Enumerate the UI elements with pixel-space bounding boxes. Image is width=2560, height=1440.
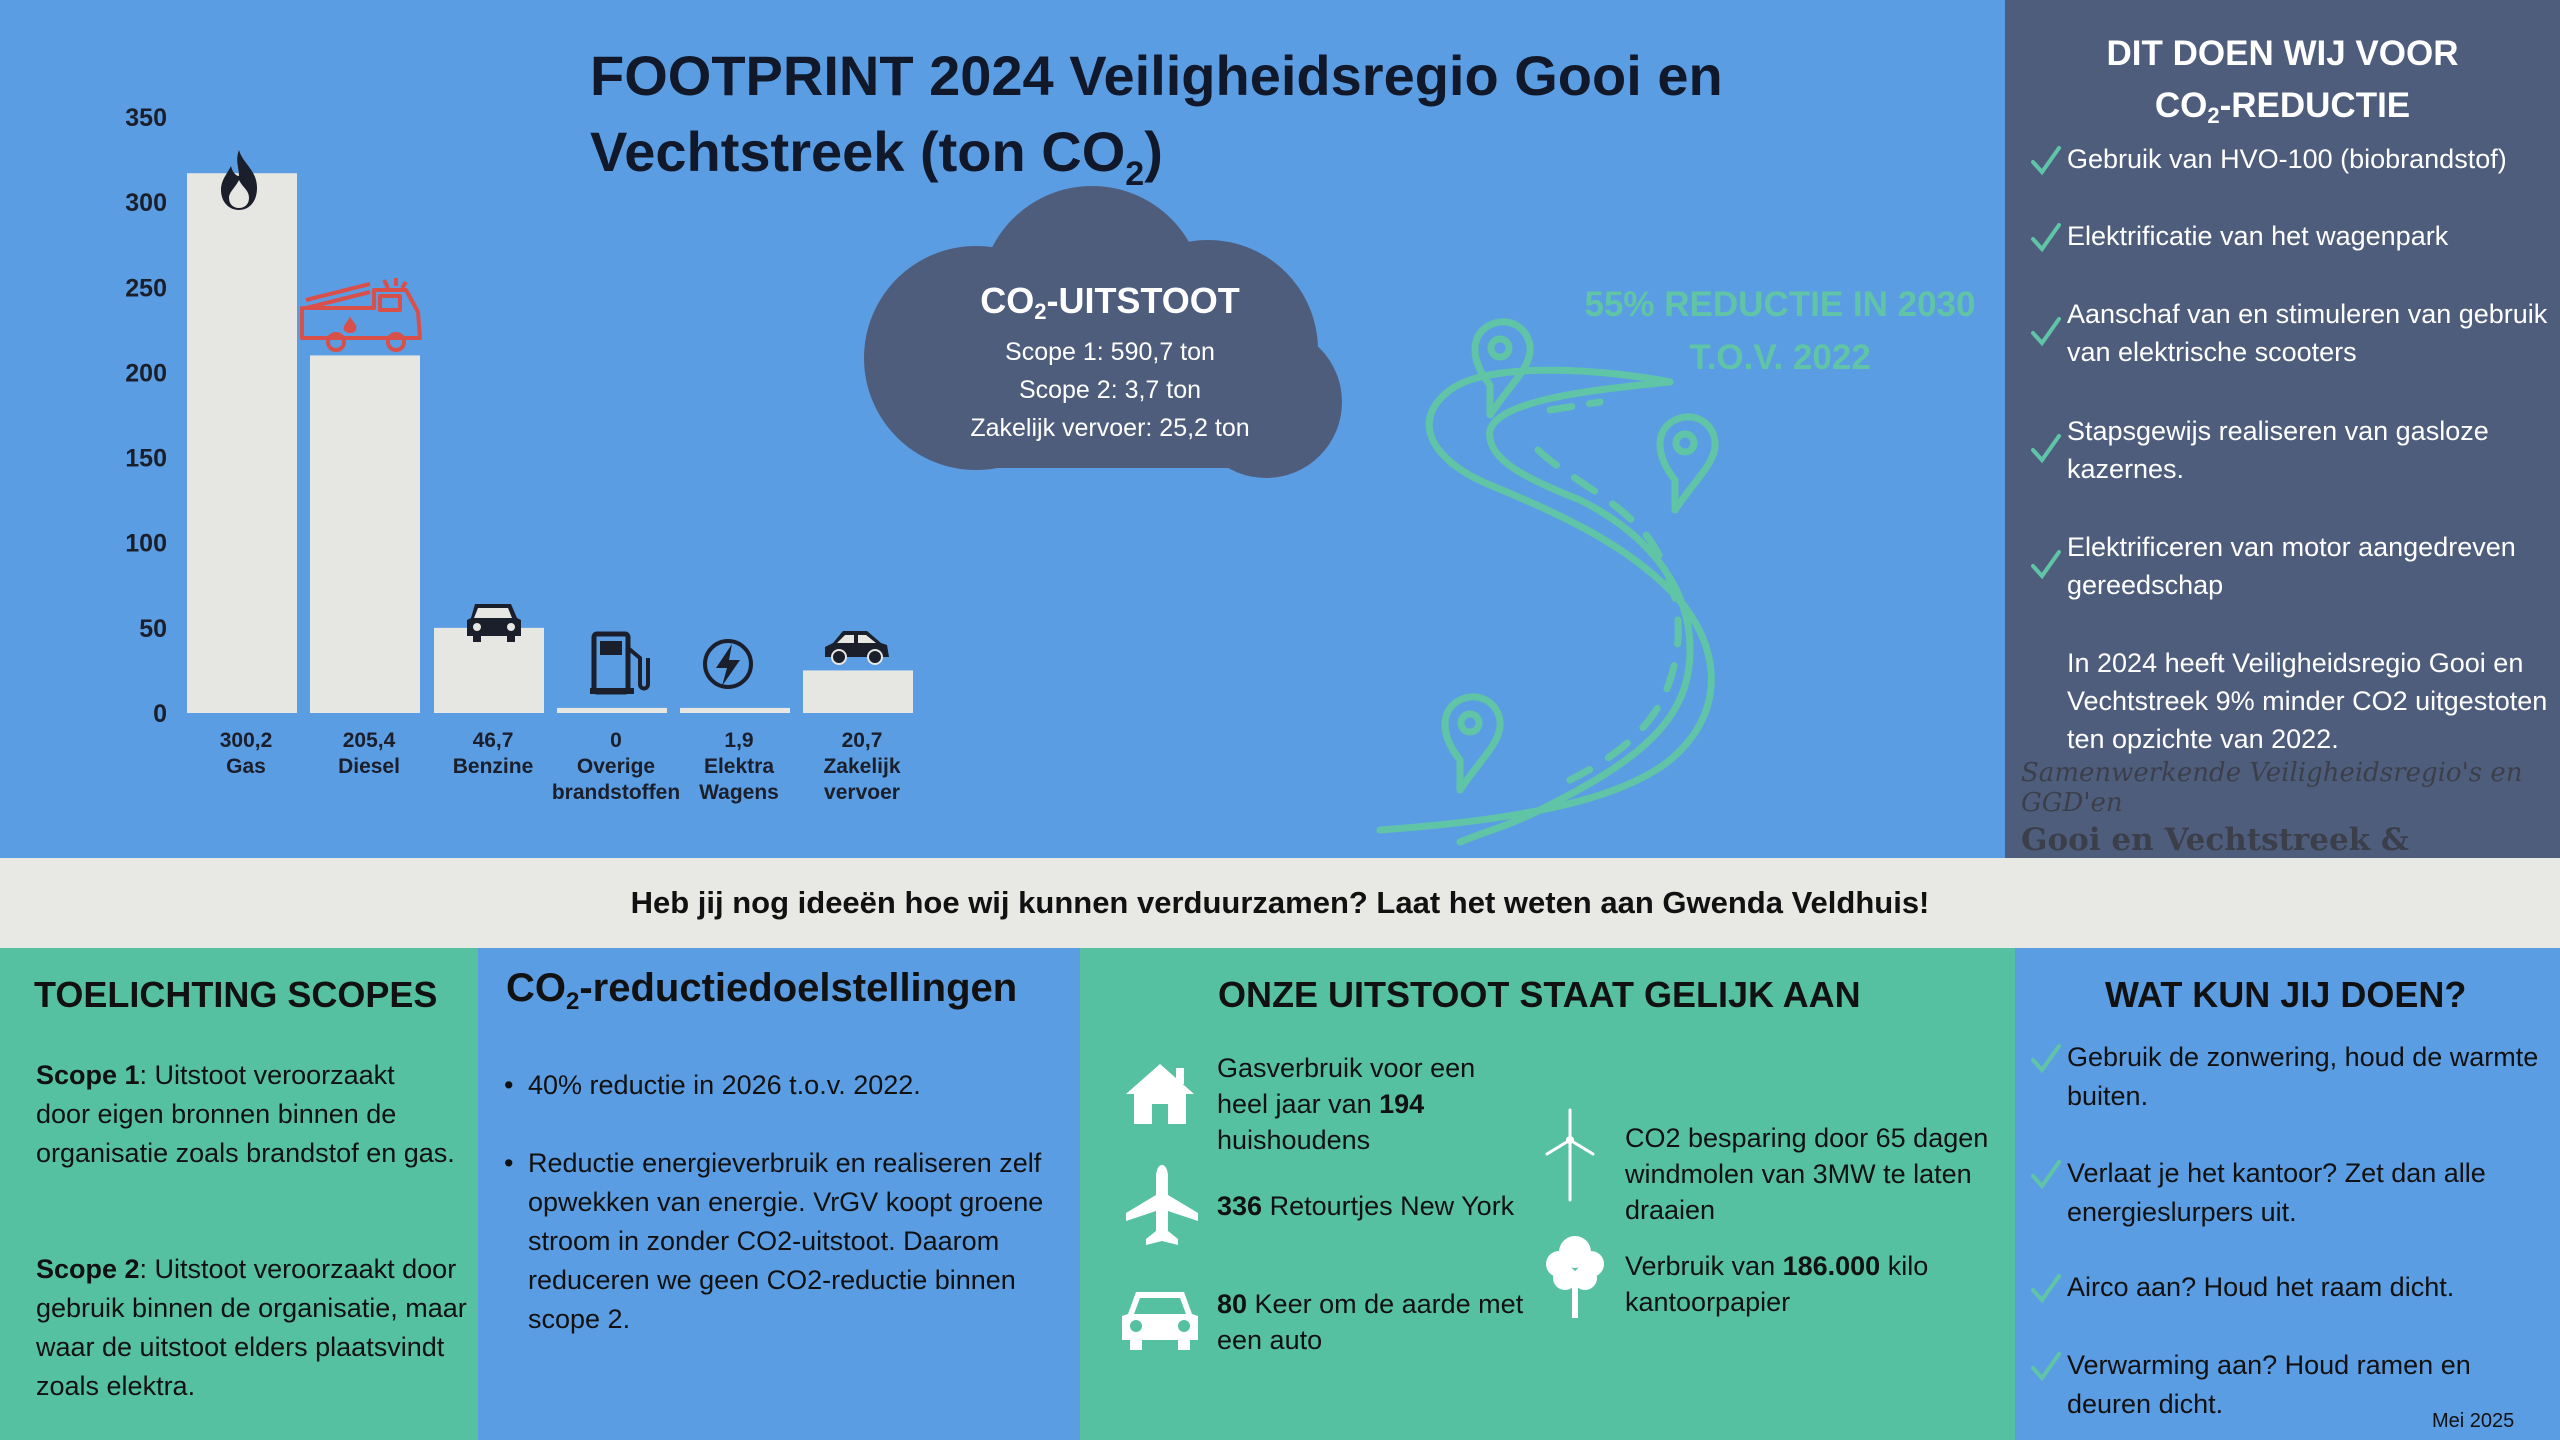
car-equivalent: 80 Keer om de aarde met een auto [1217, 1289, 1524, 1355]
checkmark-icon [2029, 144, 2063, 178]
category-label: Elektra [703, 755, 775, 778]
reduction-target [1560, 278, 2000, 384]
bar [310, 355, 420, 713]
scopes-explanation [0, 948, 478, 1440]
emission-equivalents [1080, 948, 2015, 1440]
y-tick-label: 150 [125, 444, 167, 473]
scope2-text: Scope 2: Uitstoot veroorzaakt door gebruik binnen de organisatie, maar waar de uitstoot elders plaatsvindt zoals elektra. [36, 1254, 467, 1401]
reduction-line-1: 55% REDUCTIE IN 2030 [1584, 285, 1976, 324]
co2-actions-panel [2005, 0, 2560, 858]
value-label: 0 [610, 729, 622, 752]
goal-item: • 40% reductie in 2026 t.o.v. 2022. [504, 1070, 921, 1100]
y-tick-label: 50 [139, 614, 167, 643]
flame-icon [221, 150, 257, 210]
cloud-scope1: Scope 1: 590,7 ton [1005, 338, 1215, 366]
action-item: Elektrificatie van het wagenpark [2067, 217, 2557, 255]
category-label: Zakelijk [823, 755, 901, 778]
checkmark-icon [2029, 432, 2063, 466]
paper-equivalent: Verbruik van 186.000 kilo kantoorpapier [1625, 1251, 1929, 1317]
airplane-icon [1124, 1163, 1200, 1247]
organisation-logo: Samenwerkende Veiligheidsregio's en GGD'en Gooi en Vechtstreek & [2021, 758, 2523, 858]
checkmark-icon [2029, 1042, 2063, 1076]
checkmark-icon [2029, 221, 2063, 255]
checkmark-icon [2029, 548, 2063, 582]
house-equivalent: Gasverbruik voor een heel jaar van 194 huishoudens [1217, 1053, 1476, 1155]
category-label: Wagens [699, 781, 779, 804]
wind-equivalent: CO2 besparing door 65 dagen windmolen van 3MW te laten draaien [1625, 1123, 1989, 1225]
y-tick-label: 250 [125, 274, 167, 303]
checkmark-icon [2029, 1350, 2063, 1384]
bar [680, 708, 790, 713]
cloud-scope2: Scope 2: 3,7 ton [1018, 376, 1202, 404]
summary-text: In 2024 heeft Veiligheidsregio Gooi en Vechtstreek 9% minder CO2 uitgestoten ten opzichte van 2022. [2067, 648, 2548, 754]
lightning-icon [705, 641, 751, 687]
checkmark-icon [2029, 1272, 2063, 1306]
equivalents-title: ONZE UITSTOOT STAAT GELIJK AAN [1218, 974, 1861, 1015]
action-tip: Verwarming aan? Houd ramen en deuren dicht. [2067, 1346, 2557, 1424]
category-label: vervoer [824, 781, 900, 804]
fuel-pump-icon [590, 634, 648, 694]
cloud-business-travel: Zakelijk vervoer: 25,2 ton [970, 414, 1250, 442]
value-label: 205,4 [342, 729, 396, 752]
action-item: Stapsgewijs realiseren van gasloze kazernes. [2067, 412, 2557, 488]
title-line-2: Vechtstreek (ton $CO_2$) [590, 120, 1163, 193]
personal-actions [2015, 948, 2560, 1440]
title-line-1: FOOTPRINT 2024 Veiligheidsregio Gooi en [590, 44, 1723, 107]
category-label: Diesel [338, 755, 400, 778]
category-label: Benzine [452, 755, 534, 778]
publication-date: Mei 2025 [2432, 1410, 2515, 1432]
action-item: Aanschaf van en stimuleren van gebruik van elektrische scooters [2067, 295, 2557, 371]
bar [557, 708, 667, 713]
action-tip: Verlaat je het kantoor? Zet dan alle energieslurpers uit. [2067, 1154, 2557, 1232]
hatchback-car-icon [825, 631, 889, 664]
action-tip: Gebruik de zonwering, houd de warmte buiten. [2067, 1038, 2557, 1116]
y-tick-label: 200 [125, 359, 167, 388]
action-tip: Airco aan? Houd het raam dicht. [2067, 1268, 2557, 1307]
checkmark-icon [2029, 315, 2063, 349]
car-icon [1120, 1284, 1200, 1354]
wind-turbine-icon [1545, 1108, 1595, 1202]
action-item: Elektrificeren van motor aangedreven gereedschap [2067, 528, 2557, 604]
reduction-goals [478, 948, 1080, 1440]
flight-equivalent: 336 Retourtjes New York [1217, 1191, 1515, 1221]
checkmark-icon [2029, 1158, 2063, 1192]
goals-title: $CO_2$-reductiedoelstellingen [506, 966, 1018, 1015]
goal-item: • Reductie energieverbruik en realiseren zelf opwekken van energie. VrGV koopt groene stroom in zonder CO2-uitstoot. Daarom reduceren we geen CO2-reductie binnen scope 2. [504, 1148, 1044, 1334]
reduction-line-2: T.O.V. 2022 [1689, 338, 1871, 377]
fire-truck-icon [302, 278, 420, 350]
house-icon [1122, 1060, 1198, 1128]
co2-emission-cloud [880, 280, 1340, 447]
bar [803, 670, 913, 713]
bar [434, 628, 544, 713]
category-label: Gas [226, 755, 266, 778]
bar [187, 173, 297, 713]
y-tick-label: 0 [153, 700, 167, 728]
y-tick-label: 100 [125, 529, 167, 558]
actions-title: WAT KUN JIJ DOEN? [2105, 974, 2467, 1015]
action-item: Gebruik van HVO-100 (biobrandstof) [2067, 140, 2557, 178]
ideas-banner: Heb jij nog ideeën hoe wij kunnen verduurzamen? Laat het weten aan Gwenda Veldhuis! [0, 858, 2560, 948]
value-label: 20,7 [841, 729, 883, 752]
panel-title: DIT DOEN WIJ VOOR $CO_2$-REDUCTIE [2106, 34, 2459, 128]
y-tick-label: 300 [125, 189, 167, 218]
cloud-title: $CO_2$-UITSTOOT [980, 280, 1240, 324]
value-label: 300,2 [219, 729, 273, 752]
y-tick-label: 350 [125, 104, 167, 132]
value-label: 1,9 [724, 729, 754, 752]
tree-icon [1543, 1230, 1607, 1320]
scopes-title: TOELICHTING SCOPES [34, 974, 438, 1015]
scope1-text: Scope 1: Uitstoot veroorzaakt door eigen bronnen binnen de organisatie zoals brandstof en gas. [36, 1060, 455, 1168]
category-label: brandstoffen [551, 781, 681, 804]
value-label: 46,7 [472, 729, 514, 752]
category-label: Overige [576, 755, 656, 778]
